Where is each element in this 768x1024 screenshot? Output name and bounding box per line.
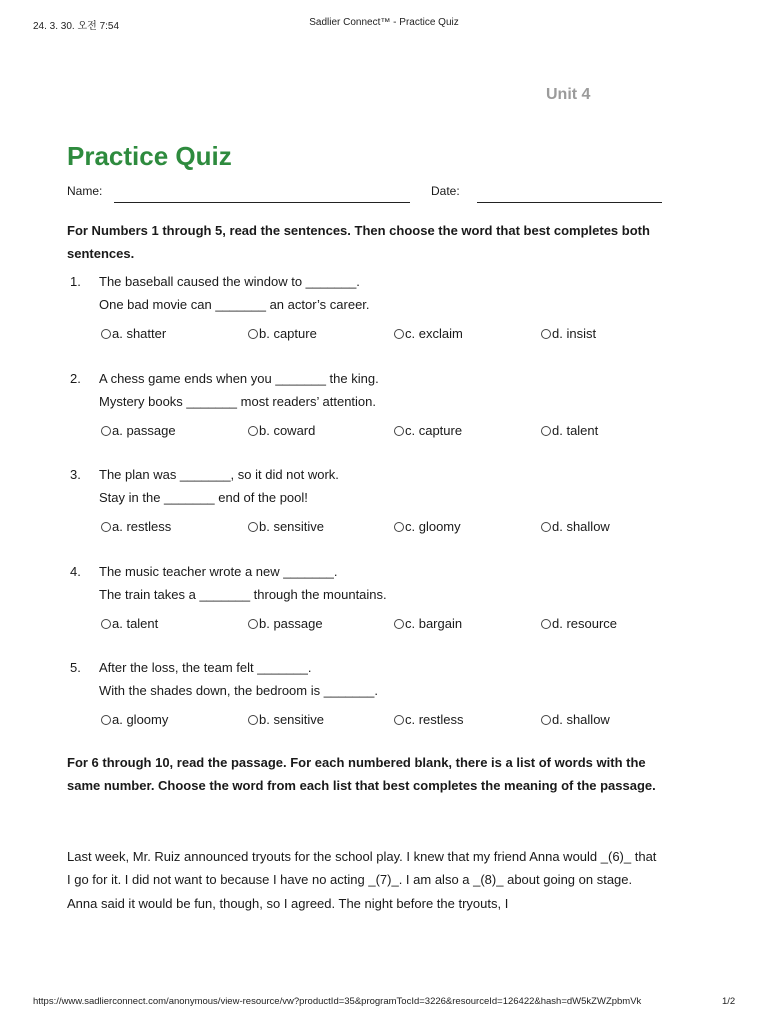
answer-option-label: c. exclaim <box>405 326 463 341</box>
question-number: 2. <box>70 371 81 386</box>
answer-option[interactable] <box>101 712 168 727</box>
answer-option[interactable] <box>394 616 462 631</box>
answer-option[interactable] <box>248 326 317 341</box>
answer-option-label: c. capture <box>405 423 463 438</box>
answer-option[interactable] <box>101 616 158 631</box>
answer-option[interactable] <box>541 326 596 341</box>
question-sentence: After the loss, the team felt _______. <box>99 660 312 675</box>
radio-button-icon[interactable] <box>248 329 258 339</box>
answer-option[interactable] <box>541 519 610 534</box>
answer-option-label: d. shallow <box>552 519 610 534</box>
radio-button-icon[interactable] <box>394 619 404 629</box>
answer-option[interactable] <box>248 519 324 534</box>
page-title: Practice Quiz <box>67 141 232 171</box>
answer-option[interactable] <box>394 519 461 534</box>
name-date-row <box>67 184 667 206</box>
radio-button-icon[interactable] <box>101 426 111 436</box>
answer-option-label: a. talent <box>112 616 159 631</box>
answer-option-label: b. sensitive <box>259 712 325 727</box>
question-sentence: The music teacher wrote a new _______. <box>99 564 338 579</box>
question-number: 1. <box>70 274 81 289</box>
answer-option[interactable] <box>101 519 171 534</box>
question-sentence: The baseball caused the window to _______. <box>99 274 360 289</box>
answer-option-label: a. shatter <box>112 326 167 341</box>
question-number: 4. <box>70 564 81 579</box>
answer-option[interactable] <box>248 423 315 438</box>
unit-label: Unit 4 <box>546 86 591 103</box>
radio-button-icon[interactable] <box>101 619 111 629</box>
radio-button-icon[interactable] <box>248 522 258 532</box>
instructions-part-1: For Numbers 1 through 5, read the sentences. Then choose the word that best completes both sentences. <box>67 223 650 261</box>
instructions-part-2: For 6 through 10, read the passage. For each numbered blank, there is a list of words with the same number. Choose the word from each list that best completes the meaning of the passage. <box>67 755 656 793</box>
answer-option-label: d. talent <box>552 423 599 438</box>
answer-option-label: c. gloomy <box>405 519 461 534</box>
answer-option[interactable] <box>394 326 463 341</box>
radio-button-icon[interactable] <box>101 522 111 532</box>
radio-button-icon[interactable] <box>394 522 404 532</box>
question-number: 5. <box>70 660 81 675</box>
answer-option-label: b. capture <box>259 326 317 341</box>
question-sentence: A chess game ends when you _______ the king. <box>99 371 379 386</box>
print-page-title: Sadlier Connect™ - Practice Quiz <box>309 17 459 28</box>
answer-option-label: b. passage <box>259 616 323 631</box>
radio-button-icon[interactable] <box>248 715 258 725</box>
radio-button-icon[interactable] <box>541 619 551 629</box>
answer-option-label: d. insist <box>552 326 597 341</box>
answer-option[interactable] <box>248 616 323 631</box>
radio-button-icon[interactable] <box>541 522 551 532</box>
question-number: 3. <box>70 467 81 482</box>
date-field-line[interactable] <box>477 202 662 203</box>
answer-option[interactable] <box>394 423 462 438</box>
question-sentence: Stay in the _______ end of the pool! <box>99 490 308 505</box>
page-url: https://www.sadlierconnect.com/anonymous/view-resource/vw?productId=35&programTocId=3226&resourceId=126422&hash=dW5kZWZpbmVk <box>33 996 642 1007</box>
question-sentence: The train takes a _______ through the mountains. <box>99 587 387 602</box>
answer-option-label: a. passage <box>112 423 176 438</box>
radio-button-icon[interactable] <box>541 329 551 339</box>
date-label: Date: <box>431 184 460 198</box>
question-sentence: One bad movie can _______ an actor’s career. <box>99 297 370 312</box>
answer-option[interactable] <box>541 616 617 631</box>
radio-button-icon[interactable] <box>101 715 111 725</box>
radio-button-icon[interactable] <box>394 426 404 436</box>
radio-button-icon[interactable] <box>541 426 551 436</box>
answer-option[interactable] <box>101 423 176 438</box>
answer-option-label: b. coward <box>259 423 316 438</box>
name-field-line[interactable] <box>114 202 410 203</box>
name-label: Name: <box>67 184 103 198</box>
radio-button-icon[interactable] <box>394 715 404 725</box>
question-sentence: Mystery books _______ most readers’ attention. <box>99 394 376 409</box>
radio-button-icon[interactable] <box>248 619 258 629</box>
radio-button-icon[interactable] <box>394 329 404 339</box>
answer-option-label: d. shallow <box>552 712 610 727</box>
radio-button-icon[interactable] <box>101 329 111 339</box>
answer-option-label: a. restless <box>112 519 172 534</box>
page-number: 1/2 <box>722 996 736 1007</box>
answer-option[interactable] <box>394 712 464 727</box>
reading-passage: Last week, Mr. Ruiz announced tryouts for the school play. I knew that my friend Anna would _(6)_ that I go for it. I did not want to because I have no acting _(7)_. I am also a _(8)_ about going on stage. Anna said it would be fun, though, so I agreed. The night before the tryouts, I <box>67 849 657 911</box>
answer-option-label: c. restless <box>405 712 464 727</box>
answer-option[interactable] <box>541 423 598 438</box>
radio-button-icon[interactable] <box>541 715 551 725</box>
answer-option-label: b. sensitive <box>259 519 325 534</box>
answer-option-label: d. resource <box>552 616 618 631</box>
answer-option[interactable] <box>101 326 166 341</box>
answer-option[interactable] <box>541 712 610 727</box>
answer-option-label: a. gloomy <box>112 712 169 727</box>
question-sentence: With the shades down, the bedroom is _______. <box>99 683 378 698</box>
radio-button-icon[interactable] <box>248 426 258 436</box>
answer-option[interactable] <box>248 712 324 727</box>
answer-option-label: c. bargain <box>405 616 463 631</box>
question-sentence: The plan was _______, so it did not work. <box>99 467 339 482</box>
print-datetime: 24. 3. 30. 오전 7:54 <box>33 21 120 32</box>
